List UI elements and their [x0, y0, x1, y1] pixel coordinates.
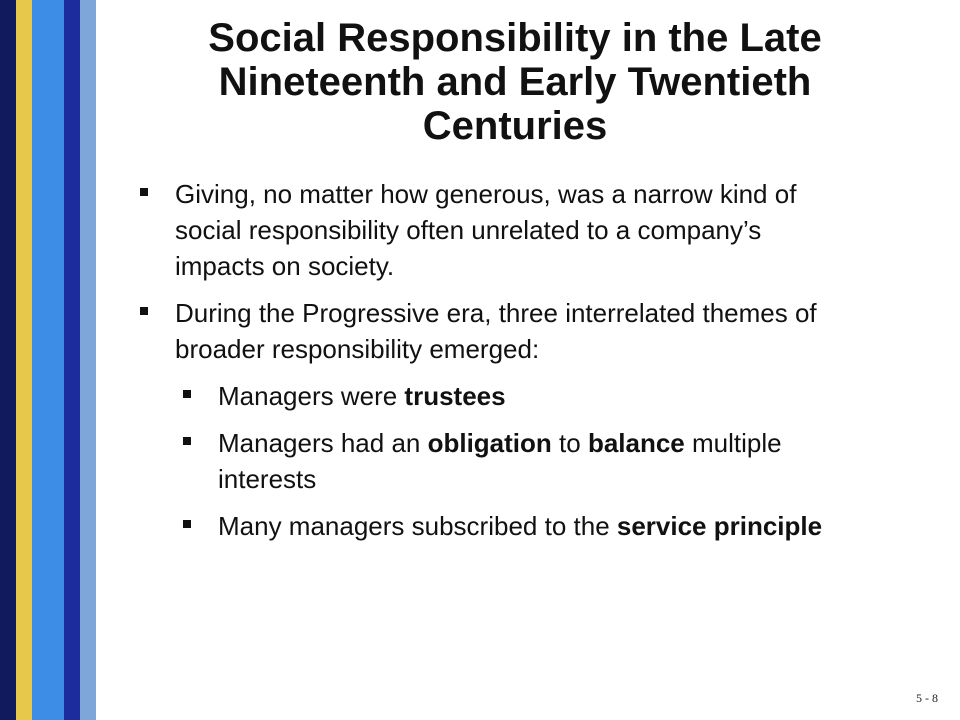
bullet-emphasis: obligation [427, 428, 552, 458]
bullet-text [218, 381, 506, 411]
bullet-emphasis: trustees [404, 381, 506, 411]
stripe [16, 0, 32, 720]
bullet-text-run: Giving, no matter how generous, was a narrow kind of social responsibility often unrelated to a company’s impacts on society. [175, 179, 797, 281]
sub-bullet-item [183, 508, 850, 544]
square-bullet-icon [140, 307, 148, 315]
bullet-list [140, 176, 850, 555]
stripe [0, 0, 16, 720]
bullet-text [218, 511, 822, 541]
sub-bullet-item [183, 425, 850, 497]
bullet-text-run: Many managers subscribed to the [218, 511, 617, 541]
square-bullet-icon [183, 520, 191, 528]
bullet-text-run: to [551, 428, 588, 458]
bullet-text-run: During the Progressive era, three interrelated themes of broader responsibility emerged: [175, 298, 817, 364]
stripe [32, 0, 64, 720]
bullet-text [218, 428, 782, 494]
decorative-stripes [0, 0, 96, 720]
stripe [64, 0, 80, 720]
square-bullet-icon [140, 188, 148, 196]
bullet-emphasis: balance [587, 428, 685, 458]
bullet-text-run: multiple interests [218, 428, 782, 494]
bullet-text-run: Managers had an [218, 428, 428, 458]
bullet-text [175, 179, 796, 281]
square-bullet-icon [183, 390, 191, 398]
bullet-item [140, 176, 850, 284]
slide-number: 5 - 8 [916, 691, 938, 705]
slide-title: Social Responsibility in the Late Nineteenth and Early Twentieth Centuries [208, 16, 822, 148]
square-bullet-icon [183, 437, 191, 445]
bullet-item [140, 295, 850, 367]
bullet-text-run: Managers were [218, 381, 405, 411]
sub-bullet-item [183, 378, 850, 414]
bullet-text [175, 298, 817, 364]
bullet-emphasis: service principle [616, 511, 823, 541]
stripe [80, 0, 96, 720]
